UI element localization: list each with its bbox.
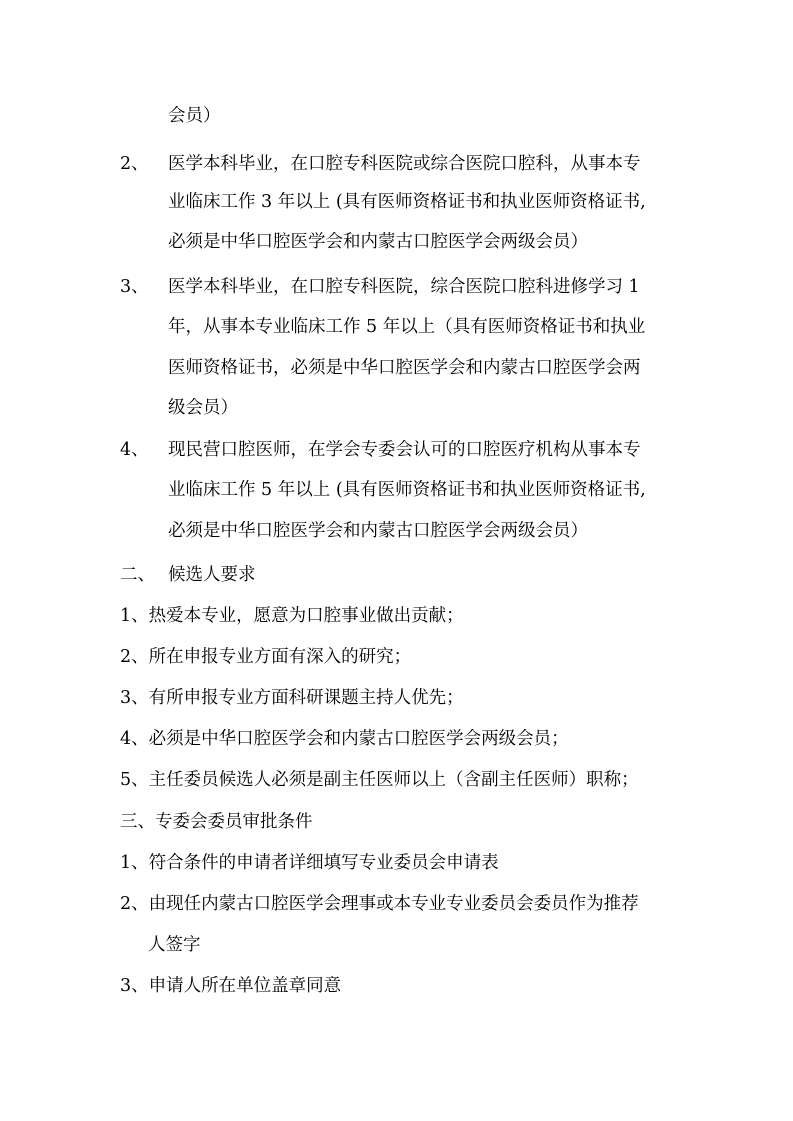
list-item-text: 医学本科毕业，在口腔专科医院，综合医院口腔科进修学习 1 xyxy=(168,277,640,297)
requirement-item: 3、有所申报专业方面科研课题主持人优先； xyxy=(120,688,464,708)
section-number: 二、 xyxy=(120,565,155,585)
approval-item: 2、由现任内蒙古口腔医学会理事或本专业专业委员会委员作为推荐 xyxy=(120,894,639,914)
section-title: 三、专委会委员审批条件 xyxy=(120,812,313,832)
list-item-text: 必须是中华口腔医学会和内蒙古口腔医学会两级会员） xyxy=(168,232,588,252)
list-item-number: 3、 xyxy=(120,277,149,297)
list-item-text: 级会员） xyxy=(168,398,238,418)
list-item-number: 2、 xyxy=(120,154,149,174)
approval-item-continuation: 人签字 xyxy=(148,935,201,955)
approval-item: 1、符合条件的申请者详细填写专业委员会申请表 xyxy=(120,853,499,873)
list-item-text: 业临床工作 5 年以上 (具有医师资格证书和执业医师资格证书, xyxy=(168,480,646,500)
list-item-text: 必须是中华口腔医学会和内蒙古口腔医学会两级会员） xyxy=(168,521,588,541)
list-item-text: 医学本科毕业，在口腔专科医院或综合医院口腔科，从事本专 xyxy=(168,154,641,174)
requirement-item: 4、必须是中华口腔医学会和内蒙古口腔医学会两级会员； xyxy=(120,729,569,749)
requirement-item: 2、所在申报专业方面有深入的研究； xyxy=(120,647,412,667)
list-item-text: 业临床工作 3 年以上 (具有医师资格证书和执业医师资格证书, xyxy=(168,192,646,212)
requirement-item: 1、热爱本专业，愿意为口腔事业做出贡献； xyxy=(120,606,464,626)
requirement-item: 5、主任委员候选人必须是副主任医师以上（含副主任医师）职称； xyxy=(120,770,639,790)
list-item-number: 4、 xyxy=(120,440,149,460)
list-item-text: 年，从事本专业临床工作 5 年以上（具有医师资格证书和执业 xyxy=(168,317,646,337)
list-item-text: 现民营口腔医师，在学会专委会认可的口腔医疗机构从事本专 xyxy=(168,440,641,460)
section-title: 候选人要求 xyxy=(168,565,256,585)
item1-tail: 会员） xyxy=(168,106,221,126)
approval-item: 3、申请人所在单位盖章同意 xyxy=(120,976,342,996)
list-item-text: 医师资格证书，必须是中华口腔医学会和内蒙古口腔医学会两 xyxy=(168,358,641,378)
